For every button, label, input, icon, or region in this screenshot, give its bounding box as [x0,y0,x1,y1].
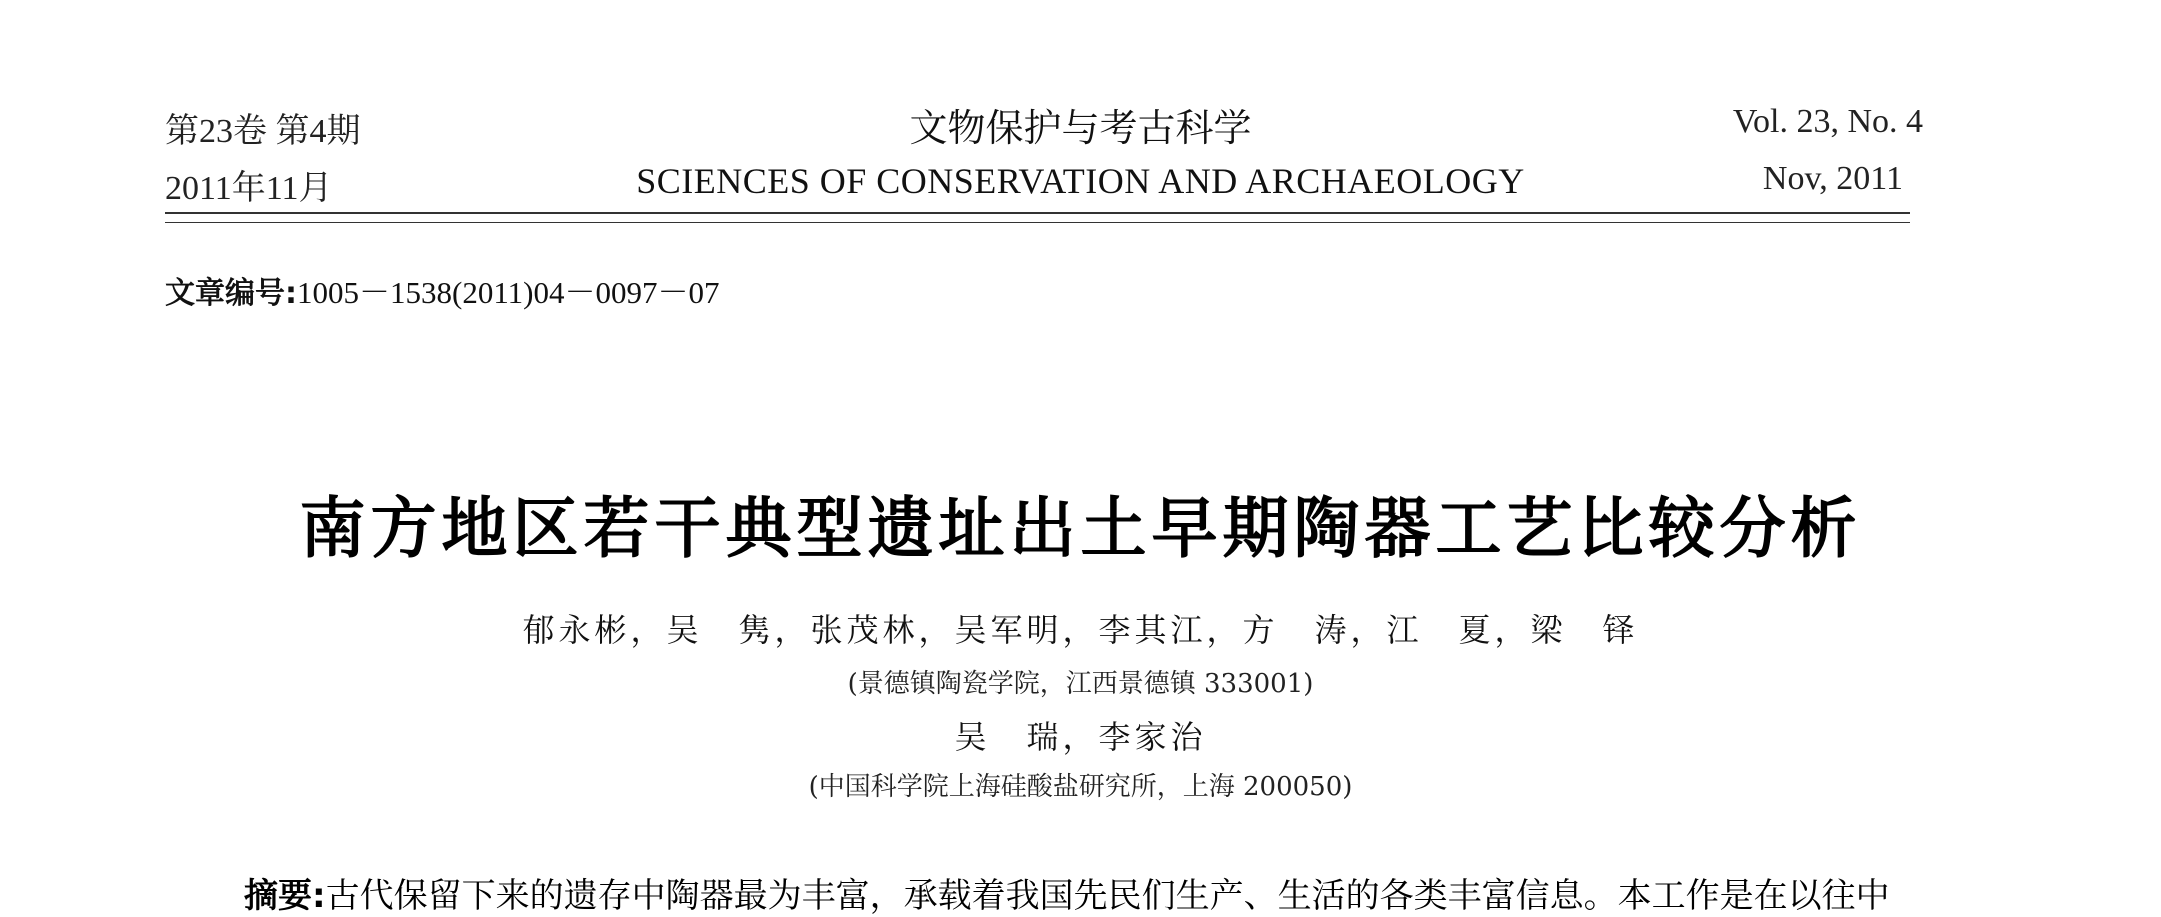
date-label-cn: 2011年11月 [165,170,333,207]
header-rule-thick [165,212,1910,214]
header-rule-thin [165,222,1910,223]
journal-title-en: SCIENCES OF CONSERVATION AND ARCHAEOLOGY [636,161,1525,201]
authors-group-2: 吴 瑞，李家治 [954,718,1207,756]
abstract [244,868,1890,917]
journal-title-cn: 文物保护与考古科学 [909,106,1252,150]
authors-group-1: 郁永彬，吴 隽，张茂林，吴军明，李其江，方 涛，江 夏，梁 铎 [522,611,1639,649]
affiliation-2: (中国科学院上海硅酸盐研究所，上海 200050) [808,772,1353,802]
issue-label: 第23卷 第4期 [165,113,361,150]
article-number-label: 文章编号: [165,276,297,311]
affiliation-1: (景德镇陶瓷学院，江西景德镇 333001) [847,669,1314,699]
article-number-value: 1005－1538(2011)04－0097－07 [297,275,720,310]
paper-title: 南方地区若干典型遗址出土早期陶器工艺比较分析 [299,490,1862,567]
date-label-en: Nov, 2011 [1762,160,1903,197]
volume-label: Vol. 23, No. 4 [1732,103,1923,140]
article-number [165,267,720,312]
abstract-label: 摘要: [244,876,326,916]
abstract-text: 古代保留下来的遗存中陶器最为丰富，承载着我国先民们生产、生活的各类丰富信息。本工作是在以往中 [325,876,1890,916]
